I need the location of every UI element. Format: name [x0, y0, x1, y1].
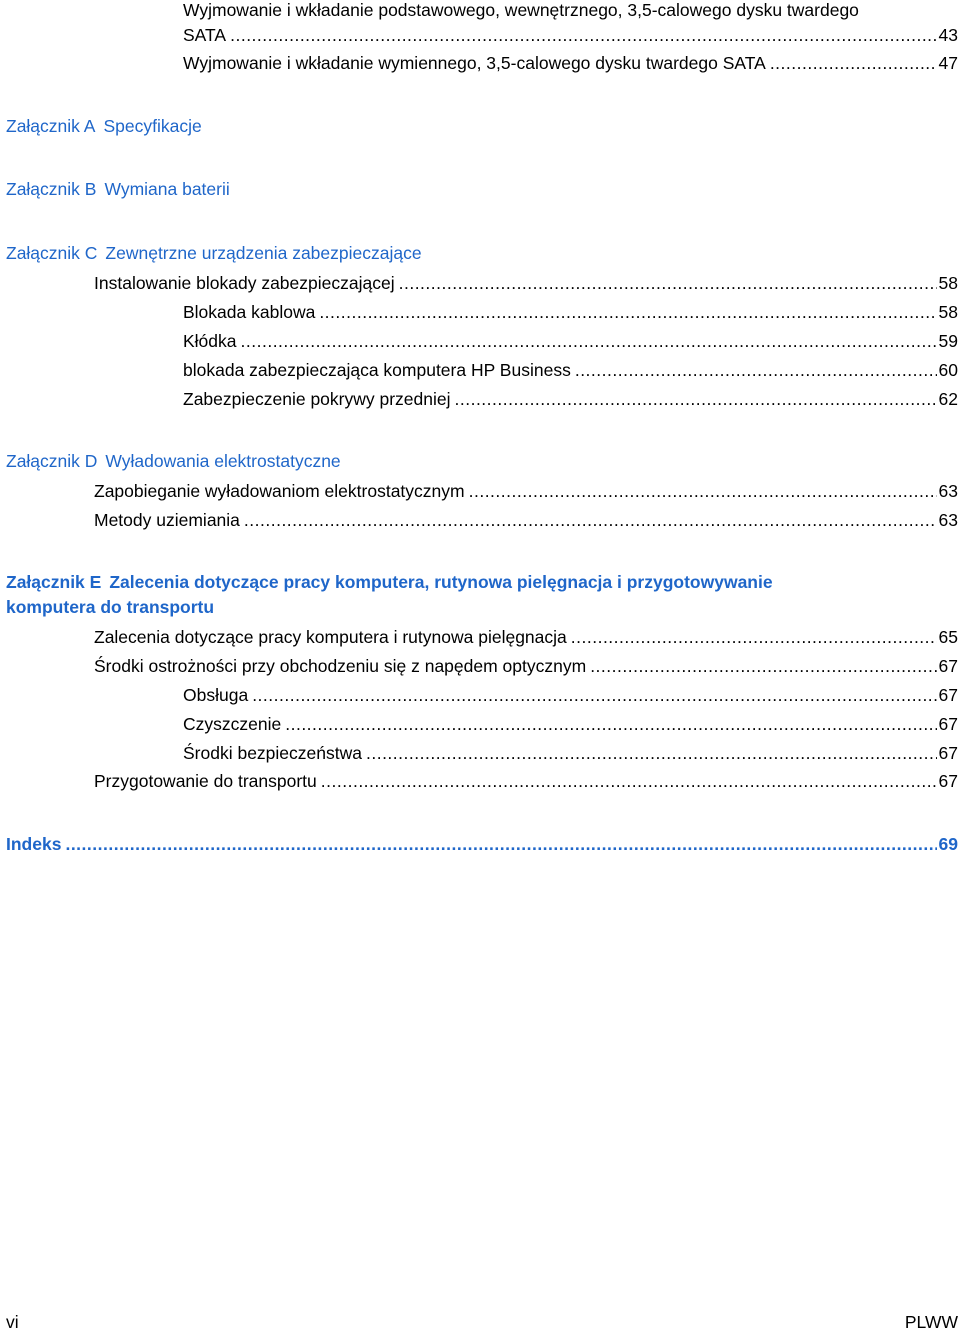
toc-entry-title: Zalecenia dotyczące pracy komputera i rutynowa pielęgnacja — [94, 627, 567, 647]
toc-page-number: 58 — [938, 302, 958, 322]
appendix-label: Załącznik A — [6, 116, 96, 136]
toc-entry-shipping-preparation[interactable] — [0, 770, 958, 792]
appendix-title-line2: komputera do transportu — [6, 597, 215, 617]
toc-leader-dots — [319, 301, 936, 323]
toc-page-number: 47 — [938, 53, 958, 73]
toc-page-number: 67 — [938, 743, 958, 763]
appendix-label: Załącznik C — [6, 243, 98, 263]
toc-entry-title: Zabezpieczenie pokrywy przedniej — [183, 389, 451, 409]
toc-entry-padlock[interactable] — [0, 330, 958, 352]
toc-page-number: 67 — [938, 771, 958, 791]
toc-leader-dots — [571, 626, 937, 648]
index-title: Indeks — [6, 834, 62, 854]
toc-leader-dots — [65, 833, 936, 855]
toc-leader-dots — [590, 655, 936, 677]
appendix-title: Zewnętrzne urządzenia zabezpieczające — [105, 243, 422, 263]
toc-leader-dots — [469, 480, 937, 502]
toc-page-number: 65 — [938, 627, 958, 647]
toc-entry-title: Czyszczenie — [183, 714, 282, 734]
toc-entry-title: Środki ostrożności przy obchodzeniu się z napędem optycznym — [94, 656, 587, 676]
toc-leader-dots — [455, 388, 937, 410]
footer-doc-code: PLWW — [904, 1312, 958, 1332]
toc-leader-dots — [230, 23, 936, 48]
toc-leader-dots — [770, 52, 937, 74]
appendix-label: Załącznik D — [6, 451, 98, 471]
appendix-label: Załącznik B — [6, 179, 97, 199]
toc-entry-esd-prevention[interactable] — [0, 480, 958, 502]
toc-entry-title: Blokada kablowa — [183, 302, 316, 322]
appendix-a-heading[interactable] — [6, 114, 946, 139]
appendix-c-heading[interactable] — [6, 241, 946, 266]
toc-entry-title: Kłódka — [183, 331, 237, 351]
toc-entry-removable-hdd[interactable] — [0, 52, 958, 74]
toc-leader-dots — [285, 713, 936, 735]
toc-leader-dots — [366, 742, 937, 764]
toc-page-number: 43 — [938, 25, 958, 45]
toc-entry-cleaning[interactable] — [0, 713, 958, 735]
toc-entry-cable-lock[interactable] — [0, 301, 958, 323]
toc-page-number: 59 — [938, 331, 958, 351]
toc-entry-title: Zapobieganie wyładowaniom elektrostatycznym — [94, 481, 465, 501]
toc-entry-title: Środki bezpieczeństwa — [183, 743, 362, 763]
appendix-label: Załącznik E — [6, 572, 102, 592]
toc-page-number: 67 — [938, 714, 958, 734]
toc-entry-index[interactable] — [6, 833, 958, 855]
toc-leader-dots — [399, 272, 937, 294]
appendix-e-heading[interactable] — [6, 570, 946, 620]
toc-page-number: 62 — [938, 389, 958, 409]
toc-page-number: 63 — [938, 481, 958, 501]
toc-leader-dots — [575, 359, 937, 381]
index-page-number: 69 — [938, 834, 958, 854]
appendix-d-heading[interactable] — [6, 449, 946, 474]
toc-page-number: 60 — [938, 360, 958, 380]
toc-page-number: 63 — [938, 510, 958, 530]
toc-entry-install-lock[interactable] — [0, 272, 958, 294]
footer-page-number: vi — [6, 1312, 19, 1332]
toc-entry-operation[interactable] — [0, 684, 958, 706]
toc-entry-grounding-methods[interactable] — [0, 509, 958, 531]
toc-entry-optical-drive-precautions[interactable] — [0, 655, 958, 677]
toc-entry-title: Instalowanie blokady zabezpieczającej — [94, 273, 395, 293]
toc-entry-safety[interactable] — [0, 742, 958, 764]
toc-entry-front-bezel-security[interactable] — [0, 388, 958, 410]
toc-entry-title: blokada zabezpieczająca komputera HP Business — [183, 360, 571, 380]
toc-entry-title-line1: Wyjmowanie i wkładanie podstawowego, wewnętrznego, 3,5-calowego dysku twardego — [183, 0, 859, 20]
toc-entry-title: Wyjmowanie i wkładanie wymiennego, 3,5-calowego dysku twardego SATA — [183, 53, 766, 73]
appendix-title: Wymiana baterii — [104, 179, 230, 199]
appendix-title: Specyfikacje — [103, 116, 202, 136]
toc-entry-title: Obsługa — [183, 685, 249, 705]
toc-leader-dots — [241, 330, 937, 352]
toc-leader-dots — [252, 684, 936, 706]
toc-entry-title: Przygotowanie do transportu — [94, 771, 317, 791]
appendix-b-heading[interactable] — [6, 177, 946, 202]
toc-entry-hp-business-lock[interactable] — [0, 359, 958, 381]
toc-page-number: 58 — [938, 273, 958, 293]
toc-entry-title: Metody uziemiania — [94, 510, 240, 530]
toc-entry-primary-hdd[interactable] — [183, 0, 958, 48]
appendix-title: Wyładowania elektrostatyczne — [105, 451, 341, 471]
toc-leader-dots — [321, 770, 937, 792]
appendix-title-line1: Zalecenia dotyczące pracy komputera, rutynowa pielęgnacja i przygotowywanie — [109, 572, 773, 592]
toc-entry-operating-guidelines[interactable] — [0, 626, 958, 648]
toc-entry-title-line2: SATA — [183, 25, 227, 45]
toc-leader-dots — [244, 509, 937, 531]
toc-page-number: 67 — [938, 656, 958, 676]
toc-page-number: 67 — [938, 685, 958, 705]
